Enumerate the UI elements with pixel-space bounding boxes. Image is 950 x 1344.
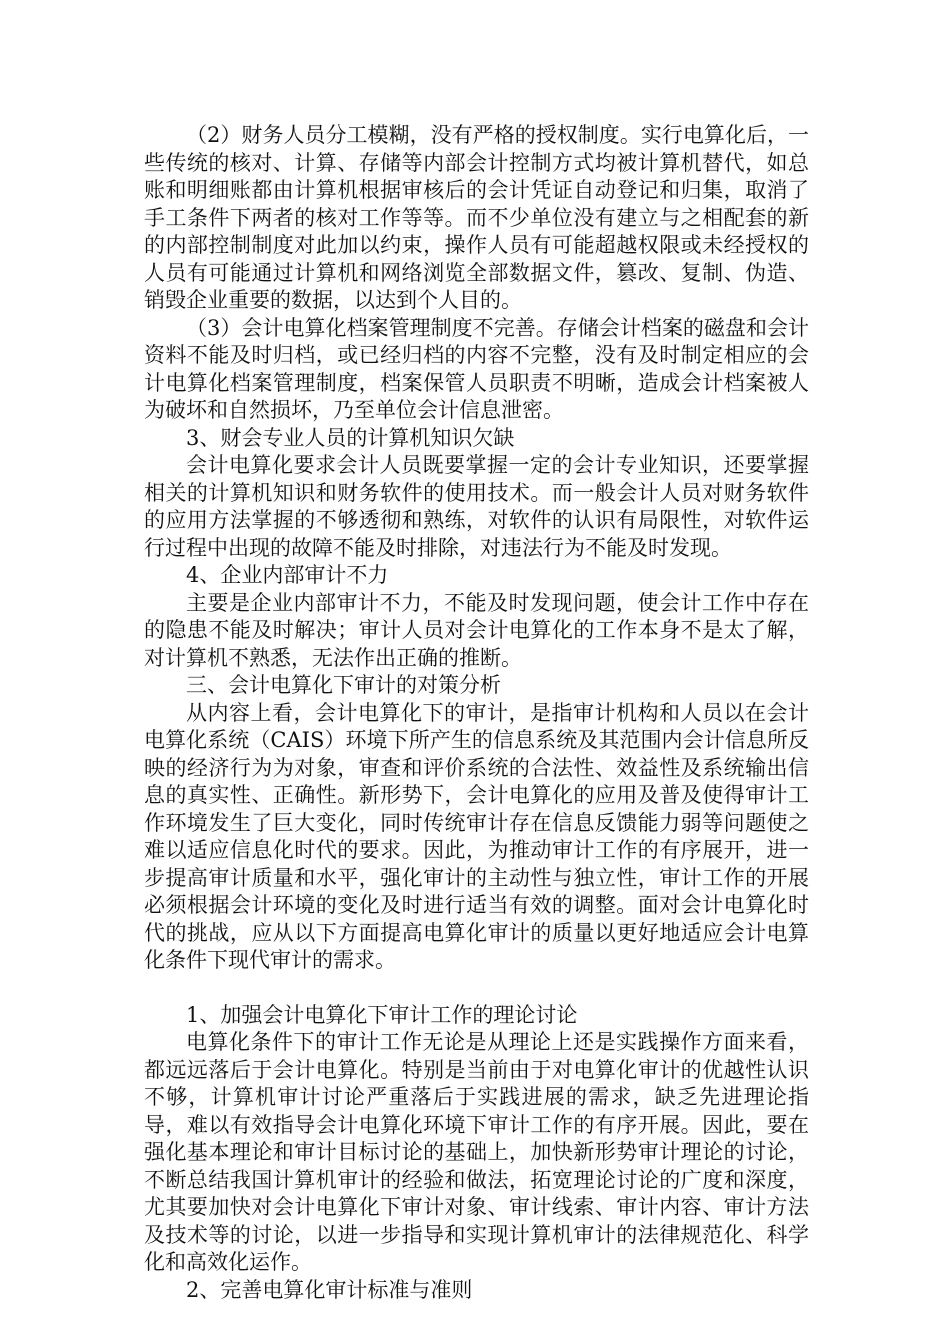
- paragraph-internal-audit: 主要是企业内部审计不力，不能及时发现问题，使会计工作中存在的隐患不能及时解决；审计人员对会计电算化的工作本身不是太了解，对计算机不熟悉，无法作出正确的推断。: [144, 590, 809, 670]
- paragraph-audit-strategy: 从内容上看，会计电算化下的审计，是指审计机构和人员以在会计电算化系统（CAIS）环境下所产生的信息系统及其范围内会计信息所反映的经济行为为对象，审查和评价系统的合法性、效益性及系统输出信息的真实性、正确性。新形势下，会计电算化的应用及普及使得审计工作环境发生了巨大变化，同时传统审计存在信息反馈能力弱等问题使之难以适应信息化时代的要求。因此，为推动审计工作的有序展开，进一步提高审计质量和水平，强化审计的主动性与独立性，审计工作的开展必须根据会计环境的变化及时进行适当有效的调整。面对会计电算化时代的挑战，应从以下方面提高电算化审计的质量以更好地适应会计电算化条件下现代审计的需求。: [144, 700, 809, 972]
- heading-audit-standards: 2、完善电算化审计标准与准则: [186, 1277, 473, 1302]
- heading-theory-discussion: 1、加强会计电算化下审计工作的理论讨论: [186, 1002, 578, 1027]
- paragraph-computer-knowledge: 会计电算化要求会计人员既要掌握一定的会计专业知识，还要掌握相关的计算机知识和财务软件的使用技术。而一般会计人员对财务软件的应用方法掌握的不够透彻和熟练，对软件的认识有局限性，对软件运行过程中出现的故障不能及时排除，对违法行为不能及时发现。: [144, 453, 809, 560]
- document-body: [144, 122, 809, 1304]
- paragraph-archive-management: （3）会计电算化档案管理制度不完善。存储会计档案的磁盘和会计资料不能及时归档，或已经归档的内容不完整，没有及时制定相应的会计电算化档案管理制度，档案保管人员职责不明晰，造成会计档案被人为破坏和自然损坏，乃至单位会计信息泄密。: [144, 315, 809, 422]
- heading-internal-audit: 4、企业内部审计不力: [186, 563, 389, 587]
- paragraph-theory-discussion: 电算化条件下的审计工作无论是从理论上还是实践操作方面来看，都远远落后于会计电算化。特别是当前由于对电算化审计的优越性认识不够，计算机审计讨论严重落后于实践进展的需求，缺乏先进理论指导，难以有效指导会计电算化环境下审计工作的有序开展。因此，要在强化基本理论和审计目标讨论的基础上，加快新形势审计理论的讨论，不断总结我国计算机审计的经验和做法，拓宽理论讨论的广度和深度，尤其要加快对会计电算化下审计对象、审计线索、审计内容、审计方法及技术等的讨论，以进一步指导和实现计算机审计的法律规范化、科学化和高效化运作。: [144, 1030, 809, 1274]
- heading-computer-knowledge: 3、财会专业人员的计算机知识欠缺: [186, 425, 515, 450]
- heading-section-three: 三、会计电算化下审计的对策分析: [186, 673, 501, 697]
- paragraph-authorization-system: （2）财务人员分工模糊，没有严格的授权制度。实行电算化后，一些传统的核对、计算、存储等内部会计控制方式均被计算机替代，如总账和明细账都由计算机根据审核后的会计凭证自动登记和归集，取消了手工条件下两者的核对工作等等。而不少单位没有建立与之相配套的新的内部控制制度对此加以约束，操作人员有可能超越权限或未经授权的人员有可能通过计算机和网络浏览全部数据文件，篡改、复制、伪造、销毁企业重要的数据，以达到个人目的。: [144, 123, 809, 312]
